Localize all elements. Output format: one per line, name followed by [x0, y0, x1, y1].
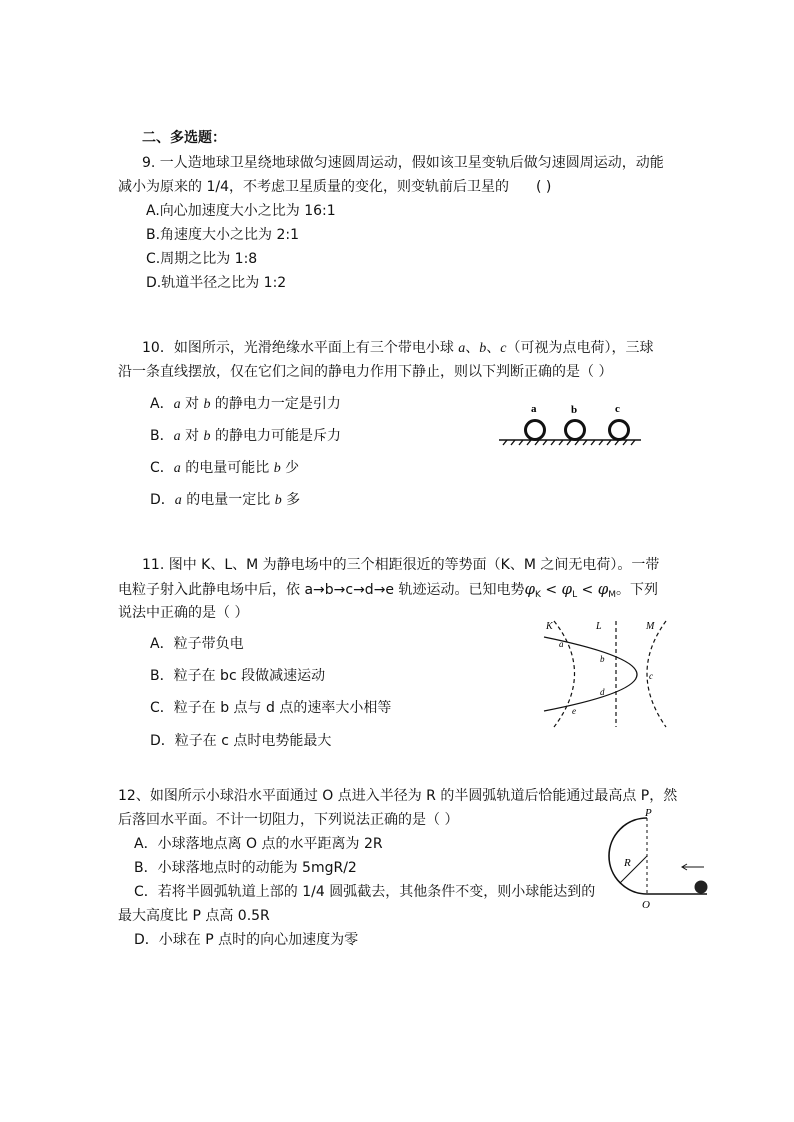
label-a: a [531, 403, 537, 415]
q11-stem-line1: 11. 图中 K、L、M 为静电场中的三个相距很近的等势面（K、M 之间无电荷）。一带 [142, 557, 660, 573]
label-M: M [646, 621, 655, 632]
q12-option-b: B．小球落地点时的动能为 5mgR/2 [134, 860, 357, 876]
q11-stem-line2: 电粒子射入此静电场中后，依 a→b→c→d→e 轨迹运动。已知电势$\varphi_K < \varphi_L < \varphi_M$。下列 [118, 580, 658, 600]
q11-option-b: B．粒子在 bc 段做减速运动 [150, 668, 326, 684]
q9-option-c: C.周期之比为 1:8 [146, 251, 258, 267]
section-title: 二、多选题： [142, 130, 226, 146]
q10-stem-line2: 沿一条直线摆放，仅在它们之间的静电力作用下静止，则以下判断正确的是（ ） [118, 364, 613, 380]
q11-option-a: A．粒子带负电 [150, 636, 244, 652]
q9-stem-line1: 9. 一人造地球卫星绕地球做匀速圆周运动，假如该卫星变轨后做匀速圆周运动，动能 [142, 155, 664, 171]
q12-option-d: D．小球在 P 点时的向心加速度为零 [134, 932, 359, 948]
q12-option-c-cont: 最大高度比 P 点高 0.5R [118, 908, 270, 924]
particle-trajectory [544, 637, 637, 711]
label-O: O [642, 899, 650, 911]
q9-option-a: A.向心加速度大小之比为 16:1 [146, 203, 336, 219]
label-b: b [571, 404, 578, 416]
label-point-b: b [600, 654, 605, 664]
label-c: c [615, 403, 620, 415]
q11-figure-equipotential [540, 615, 680, 735]
label-P: P [645, 807, 652, 819]
q11-stem-line3: 说法中正确的是（ ） [118, 605, 249, 621]
q10-figure-three-charges [495, 398, 645, 448]
ball-a [526, 421, 545, 440]
q9-answer-blank: ( ) [536, 179, 552, 195]
label-L: L [596, 621, 602, 632]
label-point-a: a [559, 639, 564, 649]
q10-stem-line1: 10．如图所示，光滑绝缘水平面上有三个带电小球 a、b、c（可视为点电荷），三球 [142, 340, 654, 356]
q11-option-d: D．粒子在 c 点时电势能最大 [150, 733, 332, 749]
motion-arrow [682, 864, 704, 870]
q10-option-a: A．a 对 b 的静电力一定是引力 [150, 396, 341, 412]
label-point-c: c [649, 671, 653, 681]
q12-stem-line2: 后落回水平面。不计一切阻力，下列说法正确的是（ ） [118, 812, 459, 828]
label-K: K [546, 621, 553, 632]
q11-option-c: C．粒子在 b 点与 d 点的速率大小相等 [150, 700, 392, 716]
ball-c [610, 421, 629, 440]
label-R: R [624, 857, 631, 869]
ball-b [566, 421, 585, 440]
q12-stem-line1: 12、如图所示小球沿水平面通过 O 点进入半径为 R 的半圆弧轨道后恰能通过最高点 P，然 [118, 788, 678, 804]
label-point-e: e [572, 706, 576, 716]
q10-option-b: B．a 对 b 的静电力可能是斥力 [150, 428, 341, 444]
q9-option-d: D.轨道半径之比为 1:2 [146, 275, 287, 291]
label-point-d: d [600, 687, 605, 697]
q9-option-b: B.角速度大小之比为 2:1 [146, 227, 300, 243]
q12-option-c: C．若将半圆弧轨道上部的 1/4 圆弧截去，其他条件不变，则小球能达到的 [134, 884, 596, 900]
q12-option-a: A．小球落地点离 O 点的水平距离为 2R [134, 836, 383, 852]
q10-option-c: C．a 的电量可能比 b 少 [150, 460, 300, 476]
semicircle-track [609, 818, 647, 894]
q9-stem-line2: 减小为原来的 1/4，不考虑卫星质量的变化，则变轨前后卫星的 [118, 179, 509, 195]
ball [695, 881, 708, 894]
q10-option-d: D．a 的电量一定比 b 多 [150, 492, 301, 508]
q12-figure-semicircle-track [600, 806, 710, 910]
